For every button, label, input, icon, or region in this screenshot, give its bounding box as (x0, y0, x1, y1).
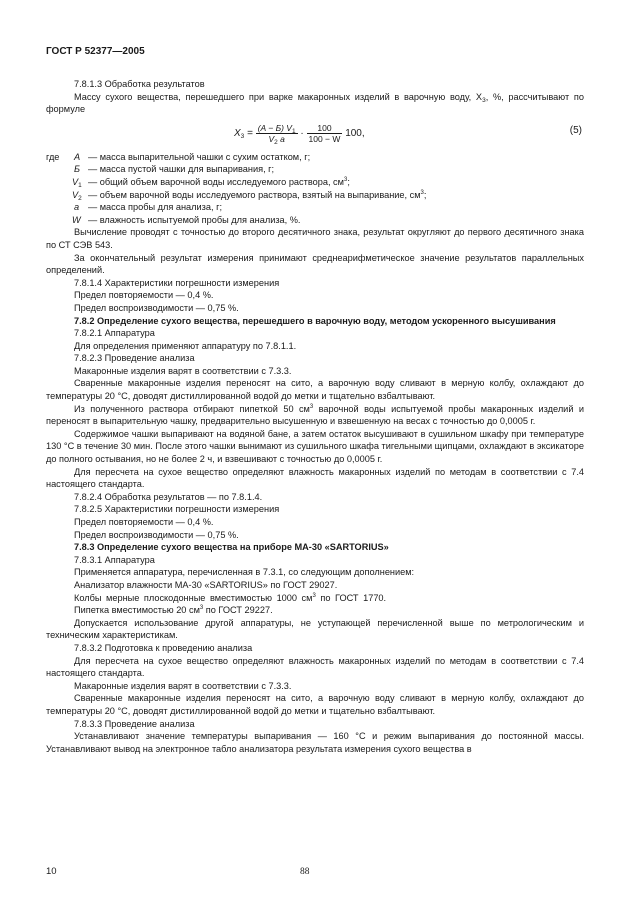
section-heading-7-8-1-4: 7.8.1.4 Характеристики погрешности измерения (74, 277, 280, 288)
section-heading-7-8-3: 7.8.3 Определение сухого вещества на приборе МА-30 «SARTORIUS» (74, 542, 389, 553)
paragraph: Предел повторяемости — 0,4 %. (74, 517, 214, 527)
paragraph: Для пересчета на сухое вещество определяют влажность макаронных изделий по методам в соответствии с 7.4 настоящего стандарта. (46, 655, 584, 679)
paragraph: Макаронные изделия варят в соответствии с 7.3.3. (74, 365, 292, 376)
paragraph: Применяется аппаратура, перечисленная в 7.3.1, со следующим дополнением: (74, 567, 415, 578)
page-number-center: 88 (300, 867, 310, 877)
section-heading-7-8-2-3: 7.8.2.3 Проведение анализа (74, 353, 195, 364)
formula-expression: $X_3$ = $\frac{(A - Б) V_1}{V_2 a}$ · $\frac{100}{100 - W}$ 100, (234, 122, 365, 146)
paragraph: Анализатор влажности МА-30 «SARTORIUS» по ГОСТ 29027. (74, 579, 338, 590)
section-heading-7-8-3-3: 7.8.3.3 Проведение анализа (74, 718, 195, 729)
page-number-left: 10 (46, 866, 57, 877)
definitions-list (46, 151, 584, 227)
paragraph: Сваренные макаронные изделия переносят на сито, а варочную воду сливают в мерную колбу, охлаждают до температуры 20 °С, доводят дистиллированной водой до метки и тщательно взбалтывают. (46, 378, 584, 402)
paragraph: Из полученного раствора отбирают пипеткой 50 $см^3$ варочной воды испытуемой пробы макаронных изделий и переносят в выпарительную чашку, предварительно высушенную и взвешенную на весах с точностью до 0,0005 г. (46, 403, 584, 427)
formula-number: (5) (569, 124, 582, 136)
fraction-2: $\frac{100}{100 - W}$ (308, 122, 341, 144)
definition-row: где A — масса выпарительной чашки с сухим остатком, г; (46, 151, 311, 162)
section-heading-7-8-3-1: 7.8.3.1 Аппаратура (74, 554, 155, 565)
paragraph: Для пересчета на сухое вещество определяют влажность макаронных изделий по методам в соответствии с 7.4 настоящего стандарта. (46, 466, 584, 490)
definition-row: W — влажность испытуемой пробы для анализа, %. (72, 214, 301, 225)
paragraph: Допускается использование другой аппаратуры, не уступающей перечисленной выше по метрологическим и техническим характеристикам. (46, 617, 584, 641)
paragraph: За окончательный результат измерения принимают среднеарифметическое значение результатов параллельных определений. (46, 252, 584, 276)
definition-row: Б — масса пустой чашки для выпаривания, г; (74, 164, 275, 175)
section-heading-7-8-2-5: 7.8.2.5 Характеристики погрешности измерения (74, 504, 280, 515)
paragraph: Сваренные макаронные изделия переносят на сито, а варочную воду сливают в мерную колбу, охлаждают до температуры 20 °С, доводят дистиллированной водой до метки и тщательно взбалтывают. (46, 693, 584, 716)
paragraph: Колбы мерные плоскодонные вместимостью 1000 $см^3$ по ГОСТ 1770. (74, 592, 387, 603)
paragraph-intro: Массу сухого вещества, перешедшего при варке макаронных изделий в варочную воду, $X_3$, %, рассчитывают по формуле (46, 91, 584, 115)
paragraph: Вычисление проводят с точностью до второго десятичного знака, результат округляют до первого десятичного знака по СТ СЭВ 543. (46, 227, 584, 250)
paragraph: Макаронные изделия варят в соответствии с 7.3.3. (74, 680, 292, 691)
paragraph: Пипетка вместимостью 20 $см^3$ по ГОСТ 29227. (74, 605, 273, 616)
section-heading-7-8-2: 7.8.2 Определение сухого вещества, перешедшего в варочную воду, методом ускоренного высушивания (74, 315, 556, 326)
section-heading-7-8-3-2: 7.8.3.2 Подготовка к проведению анализа (74, 642, 253, 653)
document-header: ГОСТ Р 52377—2005 (46, 46, 145, 57)
formula-5 (46, 119, 584, 149)
document-body (46, 78, 584, 755)
definition-row: $V_1$ — общий объем варочной воды исследуемого раствора, $см^3$; (72, 176, 350, 189)
paragraph: Для определения применяют аппаратуру по 7.8.1.1. (74, 340, 297, 351)
paragraph: Предел воспроизводимости — 0,75 %. (74, 302, 239, 313)
definition-row: a — масса пробы для анализа, г; (74, 202, 222, 213)
paragraph: Содержимое чашки выпаривают на водяной бане, а затем остаток высушивают в сушильном шкафу при температуре 130 °С в течение 30 мин. После этого чашки вынимают из сушильного шкафа тигельными щипцами, охлаждают в эксикаторе до полного остывания, но не более 2 ч, и взвешивают с точностью до 0,0005 г. (46, 428, 584, 465)
section-heading-7-8-2-1: 7.8.2.1 Аппаратура (74, 328, 155, 339)
section-heading-7-8-1-3: 7.8.1.3 Обработка результатов (74, 79, 205, 89)
paragraph: Устанавливают значение температуры выпаривания — 160 °С и режим выпаривания до постоянной массы. Устанавливают вывод на электронное табло анализатора результата измерения сухого вещества в (46, 731, 584, 754)
section-heading-7-8-2-4: 7.8.2.4 Обработка результатов — по 7.8.1.4. (74, 491, 263, 502)
fraction-1: $\frac{(A - Б) V_1}{V_2 a}$ (257, 122, 296, 146)
paragraph: Предел воспроизводимости — 0,75 %. (74, 529, 239, 540)
paragraph: Предел повторяемости — 0,4 %. (74, 290, 214, 301)
definition-row: $V_2$ — объем варочной воды исследуемого раствора, взятый на выпаривание, $см^3$; (72, 189, 427, 202)
